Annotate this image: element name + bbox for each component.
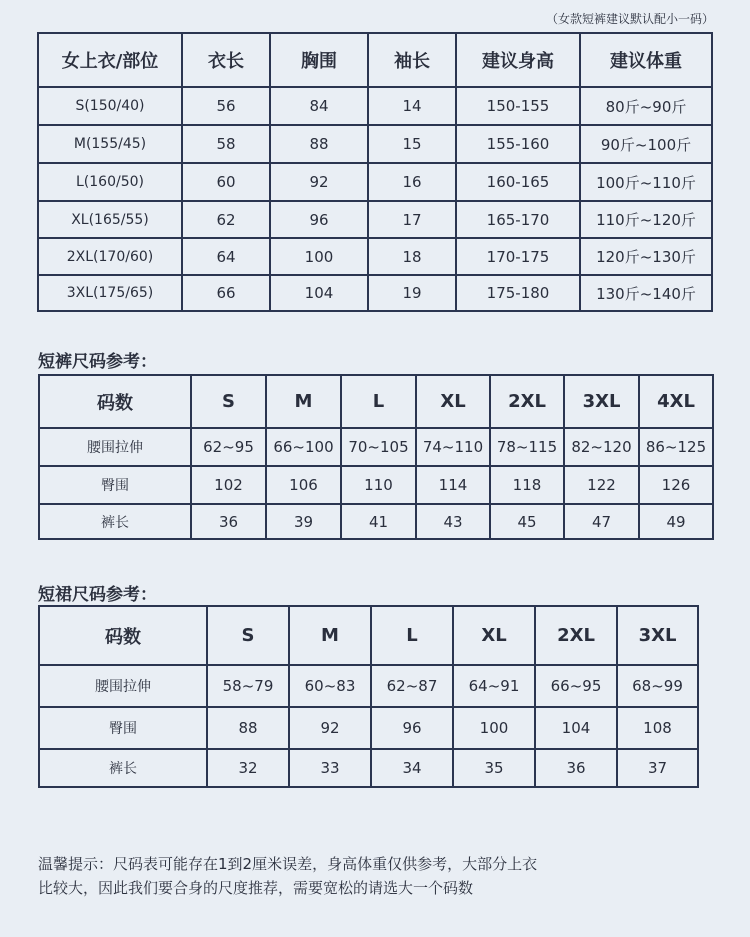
table-cell: 41	[341, 504, 416, 539]
row-label: 3XL(175/65)	[38, 275, 182, 311]
row-label: 裤长	[39, 504, 191, 539]
table-cell: 35	[453, 749, 535, 787]
table-cell: 102	[191, 466, 266, 504]
header-cell: 4XL	[639, 375, 713, 428]
table-cell: 68~99	[617, 665, 698, 707]
header-cell: S	[207, 606, 289, 665]
tip-line-2: 比较大，因此我们要合身的尺度推荐，需要宽松的请选大一个码数	[38, 879, 474, 897]
row-label: 臀围	[39, 707, 207, 749]
table-cell: 88	[207, 707, 289, 749]
header-cell: 2XL	[490, 375, 564, 428]
header-cell: XL	[453, 606, 535, 665]
table-cell: 108	[617, 707, 698, 749]
table-cell: 150-155	[456, 87, 580, 125]
table-row	[39, 749, 698, 787]
table-cell: 17	[368, 201, 456, 238]
header-cell: 衣长	[182, 33, 270, 87]
header-cell: 建议身高	[456, 33, 580, 87]
row-label: L(160/50)	[38, 163, 182, 201]
table-cell: 37	[617, 749, 698, 787]
row-label: 臀围	[39, 466, 191, 504]
header-cell: 建议体重	[580, 33, 712, 87]
table-cell: 155-160	[456, 125, 580, 163]
table-cell: 62~87	[371, 665, 453, 707]
table-cell: 64	[182, 238, 270, 275]
table-cell: 122	[564, 466, 639, 504]
header-cell: 袖长	[368, 33, 456, 87]
table-cell: 126	[639, 466, 713, 504]
row-label: 2XL(170/60)	[38, 238, 182, 275]
table-cell: 170-175	[456, 238, 580, 275]
table-cell: 32	[207, 749, 289, 787]
header-row	[39, 606, 698, 665]
header-cell: XL	[416, 375, 490, 428]
table-cell: 39	[266, 504, 341, 539]
table-cell: 160-165	[456, 163, 580, 201]
table-cell: 78~115	[490, 428, 564, 466]
row-label: 腰围拉伸	[39, 665, 207, 707]
table-row	[38, 201, 712, 238]
table-cell: 92	[270, 163, 368, 201]
header-cell: M	[266, 375, 341, 428]
default-size-note: （女款短裤建议默认配小一码）	[545, 12, 714, 26]
table-cell: 96	[371, 707, 453, 749]
table-row	[39, 707, 698, 749]
table-cell: 62~95	[191, 428, 266, 466]
row-label: 腰围拉伸	[39, 428, 191, 466]
header-cell: S	[191, 375, 266, 428]
table-row	[38, 163, 712, 201]
table-cell: 60~83	[289, 665, 371, 707]
header-cell: 码数	[39, 375, 191, 428]
table-row	[38, 87, 712, 125]
table-cell: 66~95	[535, 665, 617, 707]
skirt-section-title: 短裙尺码参考：	[38, 585, 157, 605]
skirt-size-table	[38, 605, 699, 788]
header-cell: L	[371, 606, 453, 665]
row-label: XL(165/55)	[38, 201, 182, 238]
table-cell: 47	[564, 504, 639, 539]
table-cell: 90斤~100斤	[580, 125, 712, 163]
table-cell: 64~91	[453, 665, 535, 707]
table-cell: 60	[182, 163, 270, 201]
table-cell: 56	[182, 87, 270, 125]
table-cell: 49	[639, 504, 713, 539]
header-cell: 女上衣/部位	[38, 33, 182, 87]
table-cell: 120斤~130斤	[580, 238, 712, 275]
table-cell: 33	[289, 749, 371, 787]
header-cell: 2XL	[535, 606, 617, 665]
table-cell: 34	[371, 749, 453, 787]
table-row	[39, 466, 713, 504]
table-cell: 16	[368, 163, 456, 201]
table-cell: 175-180	[456, 275, 580, 311]
table-row	[39, 428, 713, 466]
table-cell: 43	[416, 504, 490, 539]
table-cell: 114	[416, 466, 490, 504]
table-cell: 86~125	[639, 428, 713, 466]
table-cell: 110斤~120斤	[580, 201, 712, 238]
header-cell: 码数	[39, 606, 207, 665]
table-cell: 96	[270, 201, 368, 238]
table-cell: 18	[368, 238, 456, 275]
header-cell: 胸围	[270, 33, 368, 87]
table-cell: 118	[490, 466, 564, 504]
table-cell: 106	[266, 466, 341, 504]
table-row	[38, 125, 712, 163]
table-cell: 58	[182, 125, 270, 163]
shorts-section-title: 短裤尺码参考：	[38, 352, 157, 372]
table-cell: 104	[535, 707, 617, 749]
tip-line-1: 温馨提示：尺码表可能存在1到2厘米误差，身高体重仅供参考，大部分上衣	[38, 855, 538, 873]
table-cell: 84	[270, 87, 368, 125]
table-cell: 36	[191, 504, 266, 539]
table-row	[39, 665, 698, 707]
shorts-size-table	[38, 374, 714, 540]
table-cell: 80斤~90斤	[580, 87, 712, 125]
table-cell: 100	[270, 238, 368, 275]
table-cell: 110	[341, 466, 416, 504]
table-cell: 165-170	[456, 201, 580, 238]
table-cell: 15	[368, 125, 456, 163]
header-cell: L	[341, 375, 416, 428]
table-cell: 62	[182, 201, 270, 238]
table-cell: 19	[368, 275, 456, 311]
table-cell: 66~100	[266, 428, 341, 466]
top-size-table	[37, 32, 713, 312]
table-cell: 130斤~140斤	[580, 275, 712, 311]
table-cell: 70~105	[341, 428, 416, 466]
size-tip	[38, 852, 537, 900]
table-cell: 58~79	[207, 665, 289, 707]
row-label: S(150/40)	[38, 87, 182, 125]
header-cell: M	[289, 606, 371, 665]
table-row	[39, 504, 713, 539]
table-cell: 36	[535, 749, 617, 787]
table-cell: 45	[490, 504, 564, 539]
table-cell: 88	[270, 125, 368, 163]
row-label: M(155/45)	[38, 125, 182, 163]
table-cell: 100	[453, 707, 535, 749]
table-cell: 66	[182, 275, 270, 311]
table-row	[38, 238, 712, 275]
header-row	[39, 375, 713, 428]
row-label: 裤长	[39, 749, 207, 787]
header-cell: 3XL	[564, 375, 639, 428]
table-cell: 92	[289, 707, 371, 749]
header-cell: 3XL	[617, 606, 698, 665]
table-cell: 74~110	[416, 428, 490, 466]
table-cell: 82~120	[564, 428, 639, 466]
table-row	[38, 275, 712, 311]
table-cell: 14	[368, 87, 456, 125]
header-row	[38, 33, 712, 87]
table-cell: 100斤~110斤	[580, 163, 712, 201]
table-cell: 104	[270, 275, 368, 311]
